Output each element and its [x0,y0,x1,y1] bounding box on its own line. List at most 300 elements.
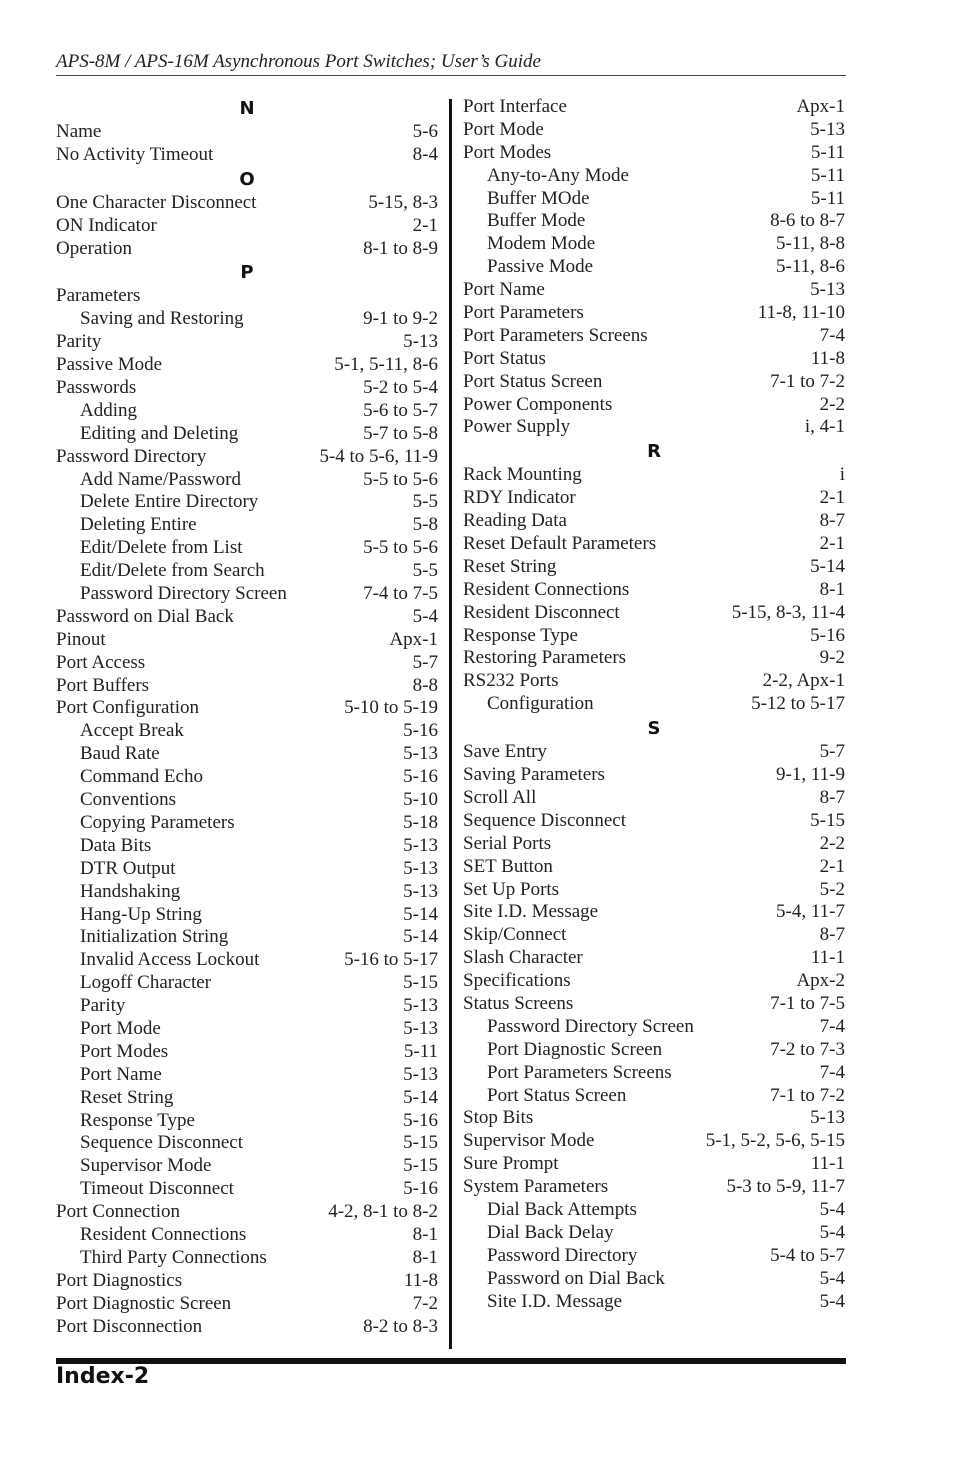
index-column-right [463,96,845,1313]
index-subentry [56,789,438,812]
index-subentry [463,210,845,233]
index-entry [56,697,438,720]
index-entry [463,970,845,993]
index-subentry [463,1222,845,1245]
index-term: Logoff Character [80,972,212,994]
index-entry [463,579,845,602]
index-page-ref: 5-4 [819,1290,845,1312]
index-entry [463,556,845,579]
page-number: Index-2 [56,1364,150,1389]
index-term: Port Status Screen [487,1084,627,1106]
index-subentry [56,1132,438,1155]
index-page-ref: 2-1 [819,487,845,509]
index-entry [463,533,845,556]
index-page-ref: 4-2, 8-1 to 8-2 [328,1201,438,1223]
index-subentry [56,743,438,766]
index-term: Port Configuration [56,697,200,719]
index-page-ref: 5-11 [810,164,845,186]
section-letter: R [647,441,661,463]
index-term: RDY Indicator [463,487,576,509]
index-entry [56,446,438,469]
index-entry [463,1153,845,1176]
index-page-ref: 7-1 to 7-5 [770,992,845,1014]
index-page-ref: 5-16 to 5-17 [344,949,438,971]
index-page-ref: 5-4 [819,1267,845,1289]
index-term: One Character Disconnect [56,191,257,213]
index-term: Port Parameters [463,302,584,324]
index-term: Deleting Entire [80,514,197,536]
index-entry [463,764,845,787]
index-term: Command Echo [80,766,203,788]
index-subentry [56,720,438,743]
index-page-ref: 5-13 [403,743,438,765]
index-term: Dial Back Delay [487,1221,614,1243]
index-page-ref: 5-13 [403,880,438,902]
index-entry [56,675,438,698]
index-term: Set Up Ports [463,878,560,900]
index-subentry [56,812,438,835]
index-subentry [56,1018,438,1041]
index-page-ref: 5-14 [810,555,845,577]
index-term: No Activity Timeout [56,143,214,165]
index-entry [463,879,845,902]
index-subentry [56,423,438,446]
index-term: RS232 Ports [463,670,559,692]
index-page-ref: 2-1 [819,533,845,555]
index-entry [463,993,845,1016]
index-subentry [463,1268,845,1291]
index-page-ref: 5-4 to 5-7 [770,1244,845,1266]
index-term: Port Diagnostic Screen [56,1292,232,1314]
index-entry [56,377,438,400]
index-page-ref: 8-1 to 8-9 [363,237,438,259]
index-entry [463,924,845,947]
index-term: Passwords [56,377,137,399]
index-term: Initialization String [80,926,229,948]
index-term: Supervisor Mode [80,1155,212,1177]
index-term: Modem Mode [487,233,596,255]
index-page-ref: 8-8 [412,674,438,696]
index-term: Port Buffers [56,674,150,696]
index-term: Reset String [463,555,557,577]
index-subentry [56,904,438,927]
index-page-ref: 8-7 [819,786,845,808]
index-term: Port Mode [80,1017,161,1039]
index-term: Scroll All [463,786,537,808]
index-page-ref: 5-5 [412,491,438,513]
index-page-ref: 2-2 [819,393,845,415]
index-entry [463,119,845,142]
index-entry [463,302,845,325]
index-page-ref: 8-1 [412,1246,438,1268]
index-page-ref: 5-4 [819,1221,845,1243]
index-term: Port Connection [56,1201,181,1223]
index-term: Slash Character [463,947,583,969]
index-page-ref: 2-1 [819,855,845,877]
index-entry [463,625,845,648]
index-term: Power Supply [463,416,571,438]
index-subentry [56,858,438,881]
index-term: Invalid Access Lockout [80,949,260,971]
index-term: Edit/Delete from List [80,537,243,559]
index-term: Power Components [463,393,613,415]
index-subentry [463,233,845,256]
index-page-ref: 5-11, 8-8 [776,233,845,255]
index-term: Port Status [463,347,546,369]
index-term: Restoring Parameters [463,647,627,669]
index-subentry [463,1062,845,1085]
index-term: Port Status Screen [463,370,603,392]
index-term: SET Button [463,855,553,877]
index-entry [463,487,845,510]
index-term: Reset String [80,1086,174,1108]
index-term: Port Access [56,651,146,673]
index-page-ref: Apx-1 [389,628,438,650]
index-term: Resident Connections [463,578,630,600]
index-page-ref: 5-15 [403,1155,438,1177]
index-term: Handshaking [80,880,181,902]
index-term: Sure Prompt [463,1153,559,1175]
index-page-ref: 11-8 [403,1269,438,1291]
index-page-ref: 5-10 [403,789,438,811]
index-entry [463,325,845,348]
index-term: Editing and Deleting [80,422,239,444]
index-entry [463,670,845,693]
index-term: Add Name/Password [80,468,241,490]
index-page-ref: 5-16 [403,766,438,788]
index-page-ref: 8-4 [412,143,438,165]
index-page-ref: Apx-1 [796,96,845,117]
index-subentry [463,1039,845,1062]
index-term: Name [56,121,102,142]
index-page-ref: 9-2 [819,647,845,669]
index-page-ref: 5-3 to 5-9, 11-7 [726,1176,845,1198]
index-page-ref: 5-7 [412,651,438,673]
index-page-ref: 5-4 to 5-6, 11-9 [319,445,438,467]
index-page-ref: 11-1 [810,1153,845,1175]
index-term: Accept Break [80,720,184,742]
index-page-ref: 5-15, 8-3, 11-4 [731,601,845,623]
index-page-ref: 5-15, 8-3 [368,191,438,213]
index-page-ref: 5-8 [412,514,438,536]
index-entry [56,144,438,167]
index-page-ref: 7-4 to 7-5 [363,583,438,605]
index-page-ref: 11-1 [810,947,845,969]
index-term: Conventions [80,789,177,811]
index-term: Buffer MOde [487,187,590,209]
index-page-ref: 5-15 [403,972,438,994]
index-subentry [56,766,438,789]
index-subentry [56,1041,438,1064]
index-page-ref: 5-2 [819,878,845,900]
index-subentry [56,560,438,583]
index-subentry [463,165,845,188]
index-term: Any-to-Any Mode [487,164,629,186]
index-entry [463,947,845,970]
index-page-ref: 11-8, 11-10 [757,302,845,324]
index-subentry [56,1224,438,1247]
index-entry [463,464,845,487]
index-entry [463,810,845,833]
index-entry [56,1316,438,1339]
index-subentry [56,1087,438,1110]
index-subentry [56,1155,438,1178]
index-entry [463,1130,845,1153]
index-term: Reset Default Parameters [463,533,657,555]
index-term: Hang-Up String [80,903,202,925]
index-page-ref: 5-13 [403,995,438,1017]
index-page-ref: 5-11 [810,141,845,163]
index-term: Password Directory Screen [487,1015,694,1037]
index-term: Rack Mounting [463,464,582,486]
index-entry [56,1293,438,1316]
index-page-ref: 7-1 to 7-2 [770,370,845,392]
index-term: Data Bits [80,834,152,856]
index-page-ref: 5-11 [403,1040,438,1062]
index-subentry [56,1247,438,1270]
index-page-ref: 5-10 to 5-19 [344,697,438,719]
index-page-ref: 5-1, 5-11, 8-6 [334,354,438,376]
index-subentry [56,835,438,858]
index-subentry [56,491,438,514]
index-term: Resident Disconnect [463,601,620,623]
index-page-ref: 9-1, 11-9 [776,764,845,786]
section-letter: S [647,718,661,740]
index-subentry [56,469,438,492]
page-header-title: APS-8M / APS-16M Asynchronous Port Switches; User’s Guide [56,51,541,72]
footer-rule [56,1358,846,1364]
index-term: Sequence Disconnect [463,809,627,831]
index-page-ref: 5-4, 11-7 [776,901,845,923]
index-term: Response Type [80,1109,195,1131]
index-entry [56,652,438,675]
index-page-ref: 7-4 [819,324,845,346]
index-term: Sequence Disconnect [80,1132,244,1154]
index-page-ref: 5-11, 8-6 [776,256,845,278]
index-term: Port Name [80,1063,162,1085]
index-term: Parameters [56,285,141,307]
index-term: Pinout [56,628,106,650]
index-page-ref: 5-16 [403,1109,438,1131]
index-page-ref: 5-1, 5-2, 5-6, 5-15 [705,1130,845,1152]
index-term: Adding [80,399,137,421]
index-subentry [463,256,845,279]
index-term: Edit/Delete from Search [80,560,265,582]
column-divider [449,99,452,1349]
index-page-ref: 2-2 [819,832,845,854]
index-entry [463,856,845,879]
index-page-ref: 5-15 [810,809,845,831]
index-page-ref: 2-1 [412,214,438,236]
index-page-ref: 5-5 to 5-6 [363,468,438,490]
index-term: Saving and Restoring [80,308,244,330]
index-term: Copying Parameters [80,811,235,833]
index-term: ON Indicator [56,214,157,236]
index-term: Port Diagnostic Screen [487,1038,663,1060]
index-subentry [463,188,845,211]
index-page-ref: 7-4 [819,1015,845,1037]
index-term: Parity [56,331,102,353]
index-page-ref: 5-13 [403,857,438,879]
index-term: Port Interface [463,96,567,117]
index-page-ref: 5-7 to 5-8 [363,422,438,444]
index-page-ref: 8-6 to 8-7 [770,210,845,232]
index-term: Password on Dial Back [56,605,234,627]
index-entry [463,279,845,302]
index-term: Response Type [463,624,578,646]
index-page-ref: 11-8 [810,347,845,369]
section-letter: P [240,262,254,284]
index-subentry [56,400,438,423]
index-page-ref: 5-12 to 5-17 [751,693,845,715]
index-term: Specifications [463,970,571,992]
index-page-ref: 5-6 [412,121,438,142]
index-page-ref: 5-16 [403,720,438,742]
index-term: Port Mode [463,118,544,140]
index-subentry [56,926,438,949]
index-term: Skip/Connect [463,924,567,946]
index-page-ref: 8-1 [819,578,845,600]
index-term: Serial Ports [463,832,552,854]
index-entry [56,354,438,377]
index-term: Reading Data [463,510,567,532]
index-entry [56,192,438,215]
section-letter: N [239,98,255,119]
index-page-ref: 5-13 [403,1063,438,1085]
index-term: Port Modes [463,141,552,163]
index-entry [56,629,438,652]
index-term: Password Directory [487,1244,638,1266]
index-page-ref: 5-13 [810,1107,845,1129]
index-entry [56,238,438,261]
index-subentry [56,308,438,331]
index-term: Operation [56,237,132,259]
index-page-ref: 5-7 [819,741,845,763]
index-subentry [56,995,438,1018]
index-subentry [463,693,845,716]
header-rule [56,75,846,76]
index-entry [463,1107,845,1130]
index-entry [463,394,845,417]
index-entry [463,510,845,533]
index-subentry [56,881,438,904]
index-page-ref: 7-1 to 7-2 [770,1084,845,1106]
index-term: Port Parameters Screens [463,324,648,346]
index-subentry [463,1085,845,1108]
index-entry [463,901,845,924]
index-term: Configuration [487,693,594,715]
index-term: Save Entry [463,741,547,763]
index-page-ref: 8-7 [819,510,845,532]
index-subentry [56,1110,438,1133]
index-term: Site I.D. Message [487,1290,623,1312]
index-term: Password Directory [56,445,207,467]
index-page-ref: 8-7 [819,924,845,946]
index-term: Status Screens [463,992,574,1014]
index-page-ref: 2-2, Apx-1 [762,670,845,692]
index-term: Passive Mode [487,256,594,278]
index-page-ref: 5-5 [412,560,438,582]
index-entry [56,606,438,629]
index-term: Port Diagnostics [56,1269,183,1291]
index-page-ref: 8-1 [412,1223,438,1245]
index-page-ref: 5-14 [403,1086,438,1108]
index-page-ref: 5-6 to 5-7 [363,399,438,421]
index-term: Passive Mode [56,354,163,376]
index-page-ref: 5-11 [810,187,845,209]
index-entry [463,647,845,670]
index-page-ref: Apx-2 [796,970,845,992]
index-subentry [56,1178,438,1201]
index-term: Site I.D. Message [463,901,599,923]
index-entry [56,331,438,354]
index-subentry [56,1064,438,1087]
index-term: Port Name [463,279,545,301]
index-term: Port Parameters Screens [487,1061,672,1083]
index-term: Password Directory Screen [80,583,287,605]
index-entry [463,602,845,625]
index-page-ref: 5-15 [403,1132,438,1154]
index-page-ref: i, 4-1 [804,416,845,438]
index-entry [463,1176,845,1199]
index-term: Stop Bits [463,1107,534,1129]
index-page-ref: 7-2 [412,1292,438,1314]
index-page-ref: 5-4 [819,1198,845,1220]
index-page-ref: i [839,464,845,486]
index-page-ref: 5-2 to 5-4 [363,377,438,399]
index-entry [463,833,845,856]
index-page-ref: 7-2 to 7-3 [770,1038,845,1060]
index-entry [463,371,845,394]
index-entry [463,96,845,119]
index-term: Parity [80,995,126,1017]
index-page-ref: 5-14 [403,926,438,948]
index-entry [56,1201,438,1224]
index-page-ref: 5-13 [403,1017,438,1039]
section-letter: O [239,168,255,190]
index-entry [463,741,845,764]
index-entry [463,787,845,810]
index-term: Delete Entire Directory [80,491,259,513]
index-page-ref: 8-2 to 8-3 [363,1315,438,1337]
index-term: Dial Back Attempts [487,1198,637,1220]
index-page-ref: 5-16 [810,624,845,646]
index-page-ref: 9-1 to 9-2 [363,308,438,330]
index-page-ref: 5-13 [403,331,438,353]
index-term: DTR Output [80,857,176,879]
index-subentry [56,583,438,606]
index-term: Buffer Mode [487,210,586,232]
index-page-ref: 5-14 [403,903,438,925]
index-subentry [56,514,438,537]
index-entry [463,348,845,371]
index-subentry [56,949,438,972]
index-page-ref: 5-5 to 5-6 [363,537,438,559]
index-subentry [463,1016,845,1039]
index-term: System Parameters [463,1176,609,1198]
index-term: Saving Parameters [463,764,605,786]
index-entry [463,142,845,165]
index-term: Password on Dial Back [487,1267,665,1289]
index-term: Third Party Connections [80,1246,267,1268]
index-term: Baud Rate [80,743,160,765]
index-term: Port Modes [80,1040,169,1062]
index-term: Supervisor Mode [463,1130,595,1152]
index-page-ref: 5-4 [412,605,438,627]
index-term: Resident Connections [80,1223,247,1245]
index-entry [56,1270,438,1293]
index-column-left [56,96,438,1338]
